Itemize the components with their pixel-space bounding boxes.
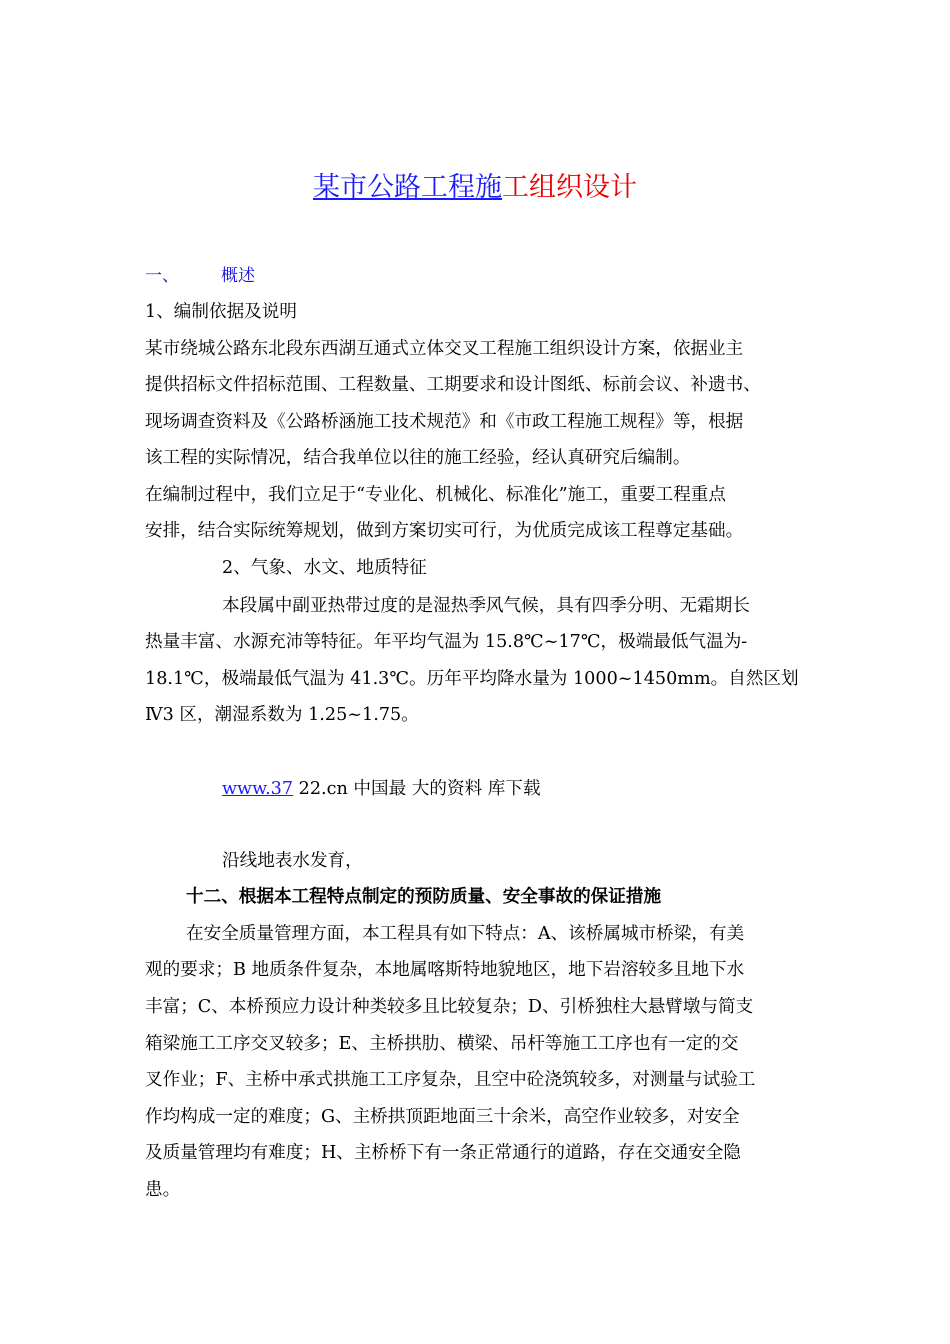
para5-line: 患。 bbox=[145, 1180, 181, 1200]
ad-text: 22.cn 中国最 大的资料 库下载 bbox=[293, 779, 541, 799]
section-heading-overview bbox=[145, 264, 825, 288]
document-title bbox=[0, 170, 950, 206]
section-number: 一、 bbox=[145, 266, 179, 286]
title-linked-part[interactable]: 某市公路工程施 bbox=[313, 172, 502, 203]
para3-line: 18.1℃，极端最低气温为 41.3℃。历年平均降水量为 1000~1450mm。自然区划 bbox=[145, 669, 799, 689]
para1-line: 某市绕城公路东北段东西湖互通式立体交叉工程施工组织设计方案，依据业主 bbox=[145, 339, 744, 359]
para5-line: 丰富；C、本桥预应力设计种类较多且比较复杂；D、引桥独柱大悬臂墩与简支 bbox=[145, 997, 754, 1017]
section-heading-twelve: 十二、根据本工程特点制定的预防质量、安全事故的保证措施 bbox=[186, 886, 662, 907]
para5-line: 作均构成一定的难度；G、主桥拱顶距地面三十余米，高空作业较多，对安全 bbox=[145, 1107, 740, 1127]
para5-line: 观的要求；B 地质条件复杂，本地属喀斯特地貌地区，地下岩溶较多且地下水 bbox=[145, 960, 745, 980]
para5-line: 及质量管理均有难度；H、主桥桥下有一条正常通行的道路，存在交通安全隐 bbox=[145, 1143, 741, 1163]
para5-line: 叉作业；F、主桥中承式拱施工工序复杂，且空中砼浇筑较多，对测量与试验工 bbox=[145, 1070, 756, 1090]
para3-line: Ⅳ3 区，潮湿系数为 1.25~1.75。 bbox=[145, 705, 419, 725]
para1-line: 提供招标文件招标范围、工程数量、工期要求和设计图纸、标前会议、补遗书、 bbox=[145, 375, 761, 395]
section-label: 概述 bbox=[221, 266, 255, 286]
para4: 沿线地表水发育， bbox=[222, 851, 363, 871]
title-red-part: 工组织设计 bbox=[502, 172, 637, 203]
para2-line: 安排，结合实际统筹规划，做到方案切实可行，为优质完成该工程尊定基础。 bbox=[145, 521, 744, 541]
ad-line bbox=[222, 777, 902, 801]
para5-line: 箱梁施工工序交叉较多；E、主桥拱肋、横梁、吊杆等施工工序也有一定的交 bbox=[145, 1034, 739, 1054]
para3-line: 热量丰富、水源充沛等特征。年平均气温为 15.8℃~17℃，极端最低气温为- bbox=[145, 632, 748, 652]
ad-link[interactable]: www.37 bbox=[222, 779, 294, 799]
para5-line: 在安全质量管理方面，本工程具有如下特点：A、该桥属城市桥梁，有美 bbox=[186, 924, 745, 944]
para1-line: 该工程的实际情况，结合我单位以往的施工经验，经认真研究后编制。 bbox=[145, 448, 691, 468]
subheading-basis: 1、编制依据及说明 bbox=[145, 302, 297, 322]
para3-line: 本段属中副亚热带过度的是湿热季风气候，具有四季分明、无霜期长 bbox=[222, 596, 750, 616]
para2-line: 在编制过程中，我们立足于“专业化、机械化、标准化”施工，重要工程重点 bbox=[145, 485, 726, 505]
subheading-climate: 2、气象、水文、地质特征 bbox=[222, 558, 427, 578]
para1-line: 现场调查资料及《公路桥涵施工技术规范》和《市政工程施工规程》等，根据 bbox=[145, 412, 744, 432]
